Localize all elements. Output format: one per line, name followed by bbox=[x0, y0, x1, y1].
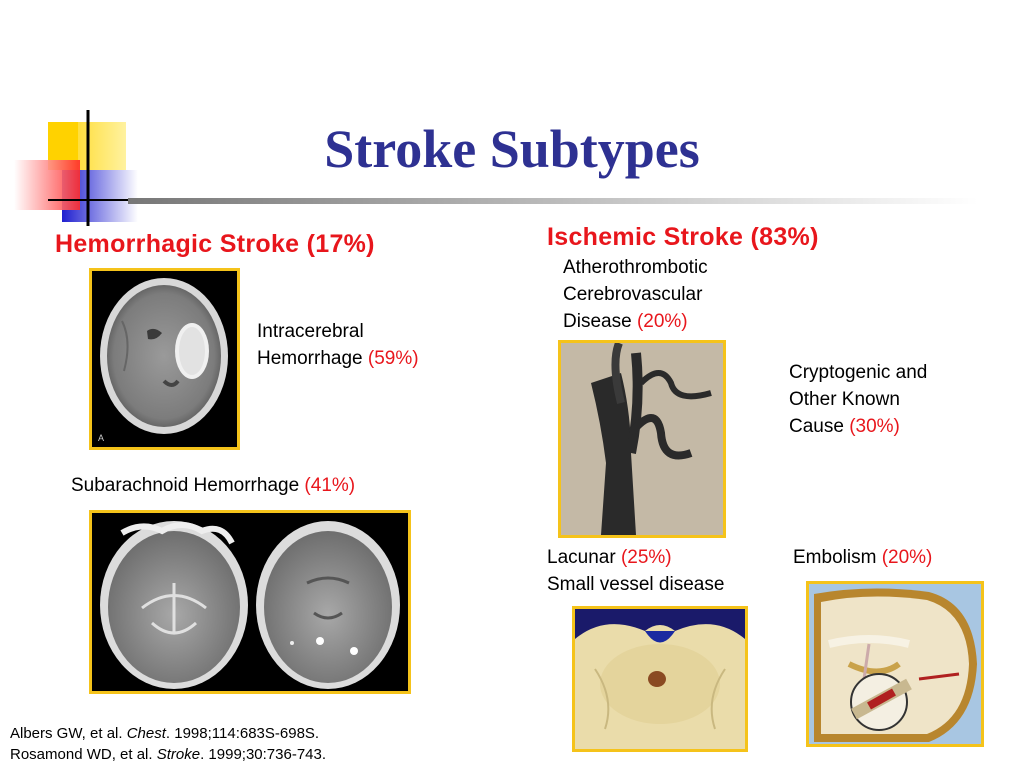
atherothrombotic-line2: Cerebrovascular bbox=[563, 284, 703, 305]
cryptogenic-label bbox=[789, 359, 927, 440]
cryptogenic-line3: Cause bbox=[789, 416, 844, 437]
subarachnoid-pct: (41%) bbox=[304, 475, 356, 496]
cryptogenic-line1: Cryptogenic and bbox=[789, 362, 928, 383]
ischemic-heading: Ischemic Stroke (83%) bbox=[547, 223, 819, 251]
embolism-illustration bbox=[806, 581, 984, 747]
subarachnoid-ct-image bbox=[89, 510, 411, 694]
intracerebral-line1: Intracerebral bbox=[257, 321, 364, 342]
embolism-text: Embolism bbox=[793, 547, 877, 568]
ref2-authors: Rosamond WD, et al. bbox=[10, 746, 157, 763]
title-rule bbox=[128, 198, 978, 204]
subarachnoid-text: Subarachnoid Hemorrhage bbox=[71, 475, 300, 496]
intracerebral-line2-row bbox=[257, 345, 419, 372]
cryptogenic-pct: (30%) bbox=[849, 416, 900, 437]
subarachnoid-label bbox=[71, 472, 355, 499]
ref2-citation: . 1999;30:736-743. bbox=[200, 746, 327, 763]
atherothrombotic-line1: Atherothrombotic bbox=[563, 257, 708, 278]
cryptogenic-line3-row bbox=[789, 413, 927, 440]
ref2-journal: Stroke bbox=[156, 746, 201, 763]
atherothrombotic-line3-row bbox=[563, 308, 708, 335]
reference-2 bbox=[10, 744, 326, 765]
reference-1 bbox=[10, 723, 319, 744]
intracerebral-ct-image bbox=[89, 268, 240, 450]
lacunar-text: Lacunar bbox=[547, 547, 616, 568]
embolism-pct: (20%) bbox=[881, 547, 933, 568]
slide-title: Stroke Subtypes bbox=[324, 119, 700, 179]
atherothrombotic-pct: (20%) bbox=[636, 311, 688, 332]
lacunar-line2: Small vessel disease bbox=[547, 574, 725, 595]
intracerebral-label bbox=[257, 318, 419, 372]
cryptogenic-line2: Other Known bbox=[789, 389, 900, 410]
lacunar-pct: (25%) bbox=[620, 547, 672, 568]
atherothrombotic-line3: Disease bbox=[563, 311, 632, 332]
intracerebral-line2: Hemorrhage bbox=[257, 348, 363, 369]
intracerebral-pct: (59%) bbox=[367, 348, 419, 369]
ref1-authors: Albers GW, et al. bbox=[10, 725, 127, 742]
lacunar-specimen-image bbox=[572, 606, 748, 752]
ct-marker-text: A bbox=[98, 433, 105, 443]
atherothrombotic-label bbox=[563, 254, 708, 335]
ref1-journal: Chest bbox=[126, 725, 166, 742]
hemorrhagic-heading: Hemorrhagic Stroke (17%) bbox=[55, 230, 375, 258]
lacunar-label bbox=[547, 544, 724, 598]
angiogram-image bbox=[558, 340, 726, 538]
embolism-label bbox=[793, 544, 932, 571]
ref1-citation: . 1998;114:683S-698S. bbox=[165, 725, 320, 742]
lacunar-line1-row bbox=[547, 544, 724, 571]
